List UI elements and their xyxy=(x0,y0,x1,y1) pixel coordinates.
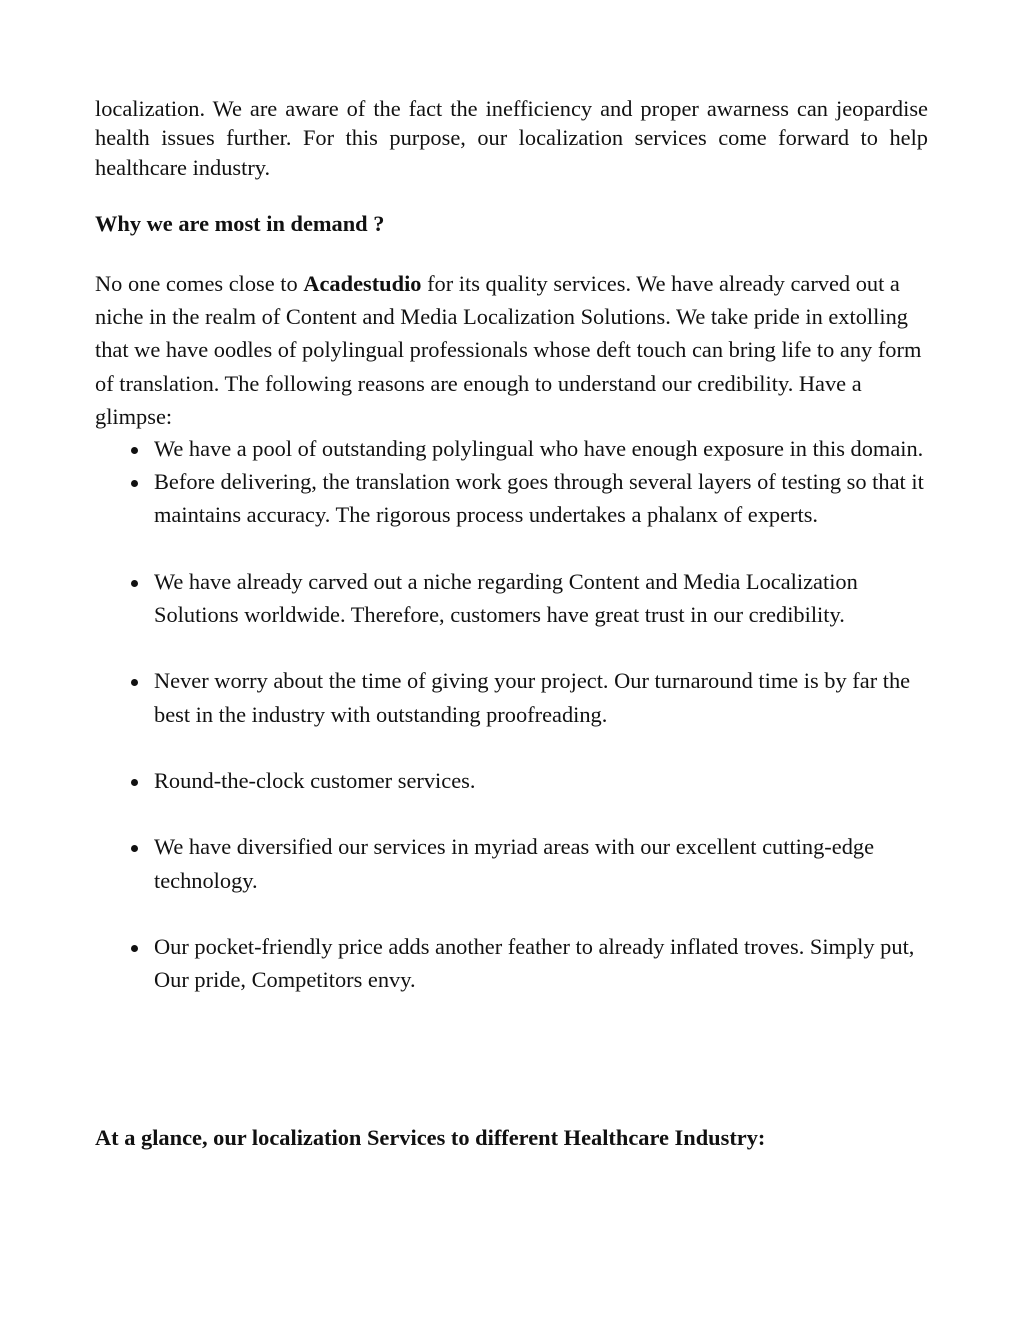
brand-name: Acadestudio xyxy=(303,271,422,296)
body-paragraph xyxy=(95,267,928,433)
reasons-list xyxy=(95,432,928,996)
list-item-text: Our pocket-friendly price adds another feather to already inflated troves. Simply put, Our pride, Competitors envy. xyxy=(154,933,915,993)
paragraph-text-start: No one comes close to xyxy=(95,271,304,296)
list-item xyxy=(95,565,928,631)
intro-paragraph: localization. We are aware of the fact the inefficiency and proper awarness can jeopardise health issues further. For this purpose, our localization services come forward to help healthcare industry. xyxy=(95,96,928,180)
section-heading-glance: At a glance, our localization Services to different Healthcare Industry: xyxy=(95,1125,766,1150)
list-item xyxy=(95,930,928,996)
bullet-icon xyxy=(131,845,138,852)
paragraph-text-rest: for its quality services. We have already carved out a niche in the realm of Content and Media Localization Solutions. We take pride in extolling that we have oodles of polylingual professionals whose deft touch can bring life to any form of translation. The following reasons are enough to understand our credibility. Have a glimpse: xyxy=(95,271,922,429)
bullet-icon xyxy=(131,480,138,487)
list-item-text: Never worry about the time of giving your project. Our turnaround time is by far the best in the industry with outstanding proofreading. xyxy=(154,668,911,727)
list-item-text: We have diversified our services in myriad areas with our excellent cutting-edge technology. xyxy=(154,834,875,893)
list-item xyxy=(95,465,928,531)
list-item-text: Round-the-clock customer services. xyxy=(154,767,476,793)
bullet-icon xyxy=(131,779,138,786)
list-item xyxy=(95,664,928,730)
list-item xyxy=(95,432,928,465)
bullet-icon xyxy=(131,580,138,587)
list-item-text: We have a pool of outstanding polylingual who have enough exposure in this domain. xyxy=(154,436,924,461)
list-item-text: We have already carved out a niche regarding Content and Media Localization Solutions worldwide. Therefore, customers have great trust in our credibility. xyxy=(154,568,858,627)
section-heading-demand: Why we are most in demand ? xyxy=(95,211,385,236)
list-item xyxy=(95,830,928,896)
list-item xyxy=(95,764,928,797)
list-item-text: Before delivering, the translation work goes through several layers of testing so that it maintains accuracy. The rigorous process undertakes a phalanx of experts. xyxy=(154,469,924,528)
bullet-icon xyxy=(131,945,138,952)
bullet-icon xyxy=(131,447,138,454)
bullet-icon xyxy=(131,679,138,686)
